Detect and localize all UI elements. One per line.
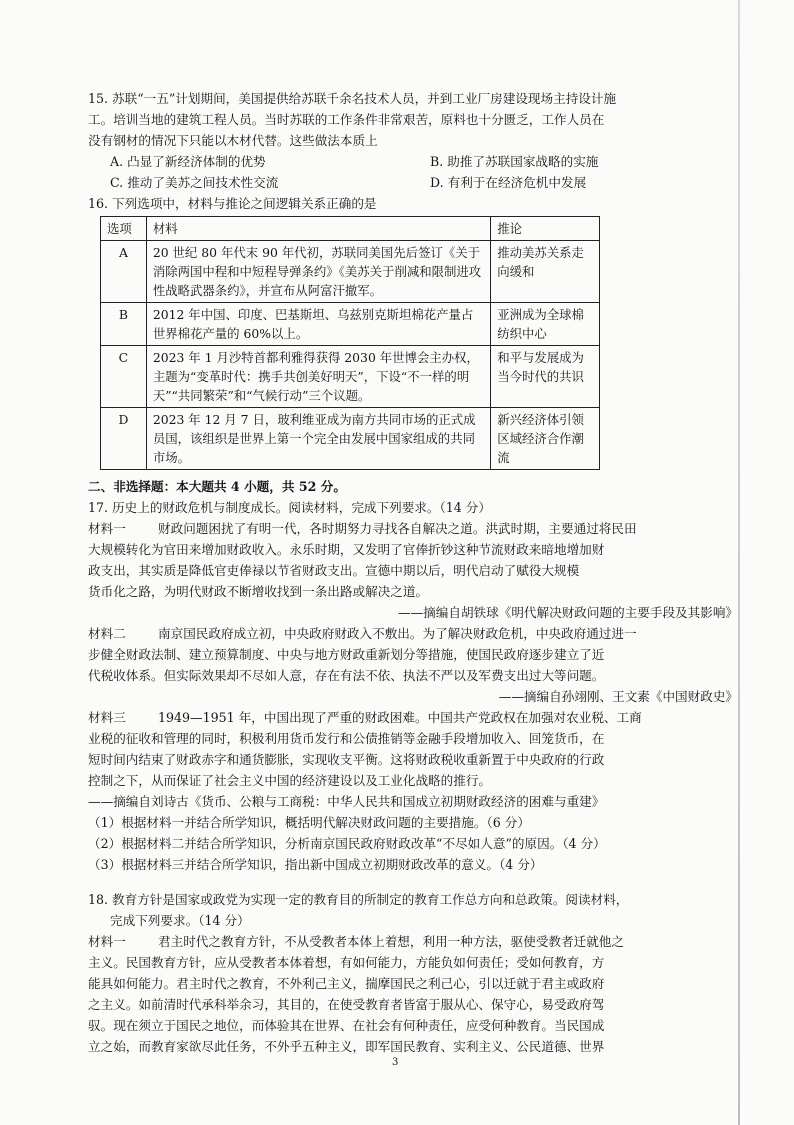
- q18-material-1-line-5: 驭。现在须立于国民之地位，而体验其在世界、在社会有何种责任，应受何种教育。当民国成: [88, 1018, 605, 1033]
- q16-row-d-option: D: [101, 408, 147, 470]
- q18-material-1-line-1: [88, 931, 738, 952]
- q16-row-b-inference: 亚洲成为全球棉纺织中心: [491, 303, 600, 346]
- q16-header-inference: 推论: [491, 217, 600, 241]
- q16-row-c-material: 2023 年 1 月沙特首都利雅得获得 2030 年世博会主办权，主题为“变革时代：携手共创美好明天”，下设“不一样的明天”“共同繁荣”和“气候行动”三个议题。: [146, 346, 490, 408]
- q17-material-3-line-1: [88, 707, 738, 728]
- q17-material-3-label: 材料三: [88, 710, 126, 725]
- q17-material-3-line-2: 业税的征收和管理的同时，积极利用货币发行和公债推销等金融手段增加收入、回笼货币，在: [88, 731, 605, 746]
- q16-row-b-option: B: [101, 303, 147, 346]
- question-17: [88, 497, 738, 875]
- q17-material-3-line-4: 控制之下，从而保证了社会主义中国的经济建设以及工业化战略的推行。: [88, 773, 491, 788]
- q17-material-1-line-2: 大规模转化为官田来增加财政收入。永乐时期，又发明了官俸折钞这种节流财政来暗地增加财: [88, 542, 605, 557]
- q18-stem-line-2: 完成下列要求。（14 分）: [110, 913, 250, 928]
- q17-material-3-text-1: 1949—1951 年，中国出现了严重的财政困难。中国共产党政权在加强对农业税、工商: [158, 710, 642, 725]
- q18-material-1-line-2: 主义。民国教育方针，应从受教者本体着想，有如何能力，方能负如何责任；受如何教育，方: [88, 955, 605, 970]
- q17-stem: 17. 历史上的财政危机与制度成长。阅读材料，完成下列要求。（14 分）: [88, 500, 491, 515]
- q15-option-d: D. 有利于在经济危机中发展: [430, 175, 587, 190]
- q16-row-d-material: 2023 年 12 月 7 日，玻利维亚成为南方共同市场的正式成员国，该组织是世界上第一个完全由发展中国家组成的共同市场。: [146, 408, 490, 470]
- q17-question-3: （3）根据材料三并结合所学知识，指出新中国成立初期财政改革的意义。（4 分）: [88, 857, 543, 872]
- q16-row-c-inference: 和平与发展成为当今时代的共识: [491, 346, 600, 408]
- q16-header-material: 材料: [146, 217, 490, 241]
- q17-question-2: （2）根据材料二并结合所学知识，分析南京国民政府财政改革“不尽如人意”的原因。（4 分）: [88, 836, 606, 851]
- q18-material-1-label: 材料一: [88, 934, 126, 949]
- q17-material-1-text-1: 财政问题困扰了有明一代，各时期努力寻找各自解决之道。洪武时期，主要通过将民田: [158, 521, 637, 536]
- q17-material-1-label: 材料一: [88, 521, 126, 536]
- q17-material-1-line-4: 货币化之路，为明代财政不断增收找到一条出路或解决之道。: [88, 584, 429, 599]
- q17-material-2-line-2: 步健全财政法制、建立预算制度、中央与地方财政重新划分等措施，使国民政府逐步建立了近: [88, 647, 605, 662]
- q16-row-b-material: 2012 年中国、印度、巴基斯坦、乌兹别克斯坦棉花产量占世界棉花产量的 60%以上。: [146, 303, 490, 346]
- question-15: [88, 88, 738, 193]
- q18-material-1-text-1: 君主时代之教育方针，不从受教者本体上着想，利用一种方法，驱使受教者迁就他之: [158, 934, 624, 949]
- q18-material-1-line-3: 能具如何能力。君主时代之教育，不外利己主义，揣摩国民之利己心，引以迁就于君主或政府: [88, 976, 605, 991]
- q16-stem: 16. 下列选项中，材料与推论之间逻辑关系正确的是: [88, 196, 377, 211]
- q17-material-2-source: ——摘编自孙翊刚、王文素《中国财政史》: [498, 689, 738, 704]
- q17-material-2-text-1: 南京国民政府成立初，中央政府财政入不敷出。为了解决财政危机，中央政府通过进一: [158, 626, 637, 641]
- section-2-title: 二、非选择题：本大题共 4 小题，共 52 分。: [88, 479, 346, 494]
- q18-stem-line-1: 18. 教育方针是国家或政党为实现一定的教育目的所制定的教育工作总方向和总政策。阅读材料，: [88, 892, 629, 907]
- q17-material-1-line-1: [88, 518, 738, 539]
- q17-material-2-label: 材料二: [88, 626, 126, 641]
- table-row: [101, 408, 600, 470]
- question-18: [88, 889, 738, 1057]
- q18-material-1-line-6: 立之始，而教育家欲尽此任务，不外乎五种主义，即军国民教育、实利主义、公民道德、世界: [88, 1039, 605, 1054]
- q15-option-b: B. 助推了苏联国家战略的实施: [430, 154, 599, 169]
- q16-row-a-material: 20 世纪 80 年代末 90 年代初，苏联同美国先后签订《关于消除两国中程和中短程导弹条约》《美苏关于削减和限制进攻性战略武器条约》，并宣布从阿富汗撤军。: [146, 241, 490, 303]
- q17-question-1: （1）根据材料一并结合所学知识，概括明代解决财政问题的主要措施。（6 分）: [88, 815, 530, 830]
- q16-row-c-option: C: [101, 346, 147, 408]
- q18-material-1-line-4: 之主义。如前清时代承科举余习，其目的，在使受教育者皆富于服从心、保守心，易受政府驾: [88, 997, 605, 1012]
- q16-row-d-inference: 新兴经济体引领区域经济合作潮流: [491, 408, 600, 470]
- question-16: [88, 193, 738, 470]
- q15-options: [88, 151, 738, 193]
- q16-table: [100, 216, 600, 470]
- q15-option-c: C. 推动了美苏之间技术性交流: [110, 175, 279, 190]
- q16-row-a-inference: 推动美苏关系走向缓和: [491, 241, 600, 303]
- q15-stem-line-3: 没有钢材的情况下只能以木材代替。这些做法本质上: [88, 133, 378, 148]
- q17-material-1-line-3: 政支出，其实质是降低官吏俸禄以节省财政支出。宣德中期以后，明代启动了赋役大规模: [88, 563, 580, 578]
- q15-option-a: A. 凸显了新经济体制的优势: [110, 154, 266, 169]
- page-content: [88, 88, 738, 1057]
- q15-stem-line-1: 15. 苏联“一五”计划期间，美国提供给苏联千余名技术人员，并到工业厂房建设现场主持设计施: [88, 91, 617, 106]
- q16-table-header: [101, 217, 600, 241]
- q17-material-1-source: ——摘编自胡铁球《明代解决财政问题的主要手段及其影响》: [397, 605, 738, 620]
- q16-header-option: 选项: [101, 217, 147, 241]
- q17-material-2-line-1: [88, 623, 738, 644]
- q16-row-a-option: A: [101, 241, 147, 303]
- page-number: 3: [392, 1057, 399, 1068]
- q17-material-3-line-3: 短时间内结束了财政赤字和通货膨胀，实现收支平衡。这将财政税收重新置于中央政府的行政: [88, 752, 605, 767]
- q17-material-2-line-3: 代税收体系。但实际效果却不尽如人意，存在有法不依、执法不严以及军费支出过大等问题。: [88, 668, 605, 683]
- table-row: [101, 303, 600, 346]
- q15-stem-line-2: 工。培训当地的建筑工程人员。当时苏联的工作条件非常艰苦，原料也十分匮乏，工作人员在: [88, 112, 605, 127]
- q17-material-3-source: ——摘编自刘诗古《货币、公粮与工商税：中华人民共和国成立初期财政经济的困难与重建》: [88, 794, 605, 809]
- table-row: [101, 241, 600, 303]
- table-row: [101, 346, 600, 408]
